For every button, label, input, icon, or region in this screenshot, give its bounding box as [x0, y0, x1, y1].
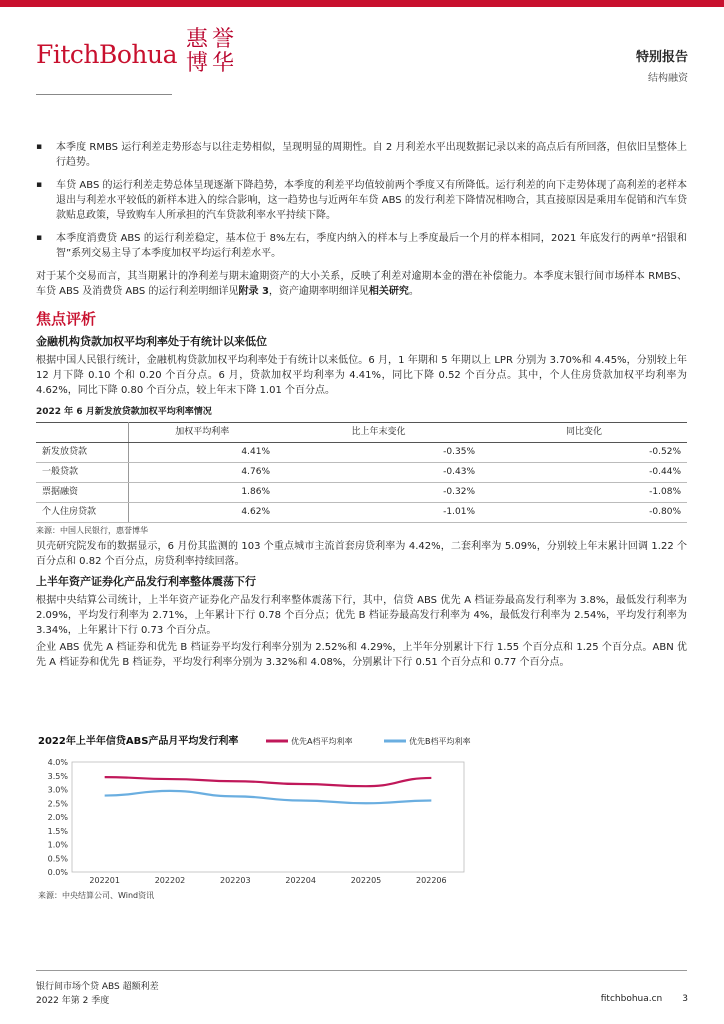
y-tick-label: 3.0%	[47, 785, 68, 795]
top-accent-bar	[0, 0, 724, 7]
table-cell: 个人住房贷款	[36, 503, 128, 523]
legend-label: 优先A档平均利率	[291, 737, 353, 746]
appendix-link[interactable]: 附录 3	[238, 286, 269, 297]
table-cell: 4.76%	[128, 463, 276, 483]
x-tick-label: 202201	[89, 876, 120, 885]
table-row	[36, 483, 687, 503]
footer-site-link[interactable]: fitchbohua.cn	[600, 994, 663, 1004]
chart-x-axis	[89, 876, 446, 885]
y-tick-label: 2.0%	[47, 813, 68, 822]
table-title: 2022 年 6 月新发放贷款加权平均利率情况	[36, 407, 212, 417]
main-content	[36, 140, 687, 670]
table-cell: -0.44%	[481, 463, 687, 483]
footer-report-period: 2022 年第 2 季度	[36, 996, 110, 1006]
related-research-link[interactable]: 相关研究	[368, 286, 409, 297]
table-cell: 4.62%	[128, 503, 276, 523]
footer-report-title: 银行间市场个贷 ABS 超额利差	[36, 982, 159, 992]
bullet-auto-abs: ▪ 车贷 ABS 的运行利差走势总体呈现逐渐下降趋势，本季度的利差平均值较前两个季度又有所降低。运行利差的向下走势体现了高利差的老样本退出与利差水平较低的新样本进入的综合影响，这一趋势也与近两年车贷 ABS 的发行利差下降情况相吻合，其直接原因是乘用车促销和汽车贷款贴息政策，导致购车人所承担的汽车贷款利率水平持续下降。	[36, 180, 687, 221]
x-tick-label: 202203	[220, 876, 251, 885]
page-number: 3	[682, 994, 688, 1004]
footer-divider	[36, 970, 687, 971]
bullet-rmbs: ▪ 本季度 RMBS 运行利差走势形态与以往走势相似，呈现明显的周期性。自 2 月利差水平出现数据记录以来的高点后有所回落，但依旧呈整体上行趋势。	[36, 142, 687, 168]
y-tick-label: 1.0%	[47, 840, 68, 850]
bullet-consumer-abs: ▪ 本季度消费贷 ABS 的运行利差稳定，基本位于 8%左右，季度内纳入的样本与上季度最后一个月的样本相同，2021 年底发行的两单“招银和智”系列交易主导了本季度加权平均运行利差水平。	[36, 233, 687, 259]
logo-wordmark: FitchBohua	[36, 40, 178, 69]
x-tick-label: 202204	[285, 876, 316, 885]
footer-site-page	[601, 994, 688, 1004]
credit-abs-paragraph: 根据中央结算公司统计，上半年资产证券化产品发行利率整体震荡下行，其中，信贷 ABS 优先 A 档证券最高发行利率为 3.8%，最低发行利率为 2.09%，平均发行利率为 2.71%，上年累计下行 0.78 个百分点；优先 B 档证券最高发行利率为 4%，最低发行利率为 2.54%，平均发行利率为 3.34%，上年累计下行 0.73 个百分点。	[36, 595, 687, 636]
y-tick-label: 0.0%	[47, 868, 68, 877]
mortgage-rate-paragraph: 贝壳研究院发布的数据显示，6 月份其监测的 103 个重点城市主流首套房贷利率为 4.42%，二套利率为 5.09%，分别较上年末累计回调 1.22 个百分点和 0.82 个百分点，房贷利率持续回落。	[36, 541, 687, 567]
chart-legend	[266, 736, 471, 746]
bullet-marker-icon: ▪	[36, 233, 43, 243]
y-tick-label: 0.5%	[47, 854, 68, 864]
bullet-marker-icon: ▪	[36, 142, 43, 152]
table-cell: -1.01%	[276, 503, 481, 523]
series-line-b	[105, 791, 432, 803]
table-cell: -0.32%	[276, 483, 481, 503]
series-line-a	[105, 777, 432, 786]
logo-underline	[36, 94, 172, 95]
y-tick-label: 2.5%	[47, 799, 68, 809]
bullet-marker-icon: ▪	[36, 180, 43, 190]
x-tick-label: 202202	[154, 876, 186, 885]
chart-series	[105, 777, 432, 803]
x-tick-label: 202205	[350, 876, 382, 885]
intro-paragraph: 对于某个交易而言，其当期累计的净利差与期末逾期资产的大小关系，反映了利差对逾期本金的潜在补偿能力。本季度末银行间市场样本 RMBS、车贷 ABS 及消费贷 ABS 的运行利差明细详见附录 3，资产逾期率明细详见相关研究。	[36, 271, 687, 297]
chart-y-axis	[48, 758, 464, 877]
table-header-cell: 同比变化	[481, 423, 687, 443]
corporate-abs-paragraph: 企业 ABS 优先 A 档证券和优先 B 档证券平均发行利率分别为 2.52%和 4.29%，上半年分别累计下行 1.55 个百分点和 1.25 个百分点。ABN 优先 A 档证券和优先 B 档证券，平均发行利率分别为 3.32%和 4.08%，分别累计下行 0.51 个百分点和 0.77 个百分点。	[36, 642, 687, 668]
table-cell: 一般贷款	[36, 463, 128, 483]
loan-rate-table	[36, 422, 687, 523]
table-cell: -0.43%	[276, 463, 481, 483]
report-header	[636, 46, 688, 84]
y-tick-label: 4.0%	[47, 758, 68, 767]
summary-bullets	[36, 140, 687, 261]
table-cell: 新发放贷款	[36, 443, 128, 463]
logo-chinese-seal: 惠誉博华	[186, 27, 239, 76]
table-row	[36, 503, 687, 523]
table-header-row	[36, 423, 687, 443]
table-cell: -0.35%	[276, 443, 481, 463]
chart-source: 来源：中央结算公司、Wind资讯	[38, 891, 155, 900]
legend-label: 优先B档平均利率	[409, 737, 471, 746]
y-tick-label: 3.5%	[47, 771, 68, 781]
footer-report-info	[36, 980, 159, 1008]
table-source: 来源：中国人民银行，惠誉博华	[36, 526, 148, 535]
report-sector: 结构融资	[648, 73, 688, 84]
loan-rate-paragraph: 根据中国人民银行统计，金融机构贷款加权平均利率处于有统计以来低位。6 月，1 年期和 5 年期以上 LPR 分别为 3.70%和 4.45%，分别较上年 12 月下降 0.10 个和 0.20 个百分点。6 月，贷款加权平均利率为 4.41%，同比下降 0.52 个百分点。其中，个人住房贷款加权平均利率为 4.62%，同比下降 0.80 个百分点，较上年末下降 1.01 个百分点。	[36, 355, 687, 396]
table-cell: 票据融资	[36, 483, 128, 503]
table-header-cell	[36, 423, 128, 443]
table-row	[36, 443, 687, 463]
table-cell: -0.52%	[481, 443, 687, 463]
table-header-cell: 比上年末变化	[276, 423, 481, 443]
subsection-title-abs-rates: 上半年资产证券化产品发行利率整体震荡下行	[36, 575, 256, 588]
y-tick-label: 1.5%	[47, 826, 68, 836]
report-type: 特别报告	[635, 50, 688, 65]
chart-title: 2022年上半年信贷ABS产品月平均发行利率	[38, 736, 239, 747]
table-cell: 1.86%	[128, 483, 276, 503]
table-row	[36, 463, 687, 483]
table-cell: -1.08%	[481, 483, 687, 503]
table-cell: -0.80%	[481, 503, 687, 523]
table-cell: 4.41%	[128, 443, 276, 463]
x-tick-label: 202206	[416, 876, 447, 885]
abs-rate-line-chart	[36, 732, 506, 902]
section-title: 焦点评析	[36, 310, 97, 328]
subsection-title-loan-rates: 金融机构贷款加权平均利率处于有统计以来低位	[36, 335, 267, 348]
table-header-cell: 加权平均利率	[128, 423, 276, 443]
